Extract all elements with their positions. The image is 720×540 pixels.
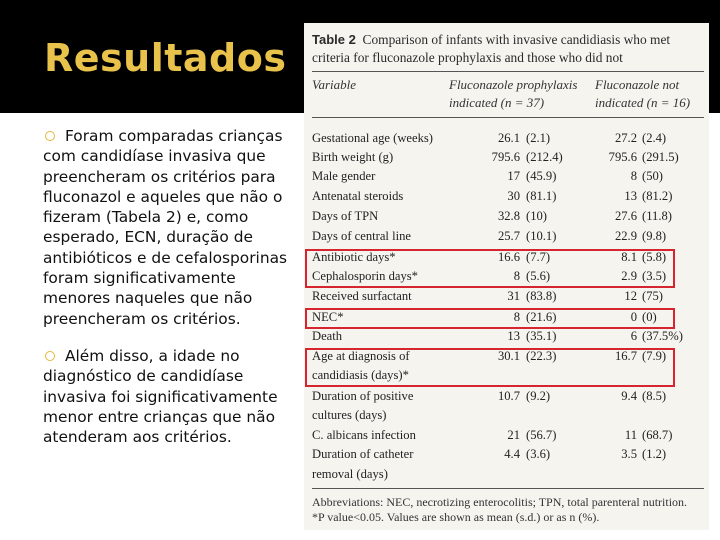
row-sd-b: (0): [642, 310, 657, 324]
row-sd-a: (56.7): [526, 428, 557, 442]
row-value-a: 16.6: [497, 250, 520, 264]
row-variable: Male gender: [312, 169, 376, 183]
table-row: [312, 169, 704, 189]
row-variable: Cephalosporin days*: [312, 269, 418, 283]
row-sd-b: (9.8): [642, 229, 667, 243]
row-sd-b: (50): [642, 169, 663, 183]
slide-title: Resultados: [44, 36, 287, 80]
row-sd-b: (1.2): [642, 447, 667, 461]
row-value-b: 8: [630, 169, 637, 183]
row-value-b: 0: [630, 310, 637, 324]
row-value-a: 31: [507, 289, 520, 303]
row-sd-a: (10.1): [526, 229, 557, 243]
row-sd-a: (9.2): [526, 389, 551, 403]
table-row: [312, 408, 704, 428]
row-sd-a: (83.8): [526, 289, 557, 303]
row-sd-b: (7.9): [642, 349, 667, 363]
table-image: [304, 23, 709, 530]
table-rule-bottom: [312, 488, 704, 489]
row-sd-b: (3.5): [642, 269, 667, 283]
body-text: [43, 126, 305, 447]
table-caption: [312, 31, 707, 67]
table-row: [312, 131, 704, 151]
paragraph-1-text: Foram comparadas crianças com candidíase invasiva que preencheram os critérios para fluconazol e aqueles que não o fizeram (Tabela 2) e, como esperado, ECN, duração de antibióticos e de cefalosporinas foram significativamente menores naqueles que não preencheram os critérios.: [43, 127, 288, 328]
row-sd-b: (11.8): [642, 209, 672, 223]
row-variable: Gestational age (weeks): [312, 131, 433, 145]
row-value-b: 22.9: [614, 229, 637, 243]
bullet-paragraph-1: [43, 126, 305, 329]
row-sd-a: (10): [526, 209, 547, 223]
row-variable: Days of central line: [312, 229, 411, 243]
row-sd-b: (8.5): [642, 389, 667, 403]
row-value-b: 16.7: [614, 349, 637, 363]
footnote-pvalue: *P value<0.05. Values are shown as mean (s.d.) or as n (%).: [312, 510, 600, 524]
row-value-a: 795.6: [491, 150, 520, 164]
bullet-icon: [45, 131, 55, 141]
row-value-a: 13: [507, 329, 520, 343]
table-rule-header: [312, 117, 704, 118]
row-sd-a: (2.1): [526, 131, 551, 145]
row-variable: Days of TPN: [312, 209, 379, 223]
table-footnotes: [312, 495, 707, 525]
row-value-a: 4.4: [504, 447, 520, 461]
row-value-b: 9.4: [621, 389, 637, 403]
column-header-b-line1: Fluconazole not: [595, 77, 680, 92]
row-sd-a: (7.7): [526, 250, 551, 264]
row-sd-b: (291.5): [642, 150, 679, 164]
row-sd-a: (3.6): [526, 447, 551, 461]
row-value-b: 2.9: [621, 269, 637, 283]
row-variable: Age at diagnosis of: [312, 349, 410, 363]
column-header-a-line2: indicated (n = 37): [449, 95, 545, 110]
row-value-a: 8: [513, 310, 520, 324]
table-row: [312, 209, 704, 229]
table-row: [312, 467, 704, 487]
table-row: [312, 229, 704, 249]
row-variable: Birth weight (g): [312, 150, 394, 164]
row-value-a: 26.1: [497, 131, 520, 145]
row-value-a: 17: [507, 169, 520, 183]
row-sd-b: (2.4): [642, 131, 667, 145]
row-value-b: 27.2: [614, 131, 637, 145]
row-variable: NEC*: [312, 310, 344, 324]
row-value-a: 30.1: [497, 349, 520, 363]
row-sd-b: (81.2): [642, 189, 673, 203]
row-variable: Received surfactant: [312, 289, 412, 303]
table-caption-text: Comparison of infants with invasive candidiasis who met criteria for fluconazole prophylaxis and those who did not: [312, 32, 671, 65]
row-value-b: 795.6: [608, 150, 637, 164]
row-sd-b: (75): [642, 289, 663, 303]
row-value-b: 11: [624, 428, 637, 442]
row-variable: Antenatal steroids: [312, 189, 404, 203]
row-sd-a: (5.6): [526, 269, 551, 283]
row-sd-b: (68.7): [642, 428, 673, 442]
row-value-b: 13: [624, 189, 637, 203]
row-sd-a: (45.9): [526, 169, 557, 183]
row-variable: cultures (days): [312, 408, 387, 422]
row-value-a: 32.8: [497, 209, 520, 223]
row-sd-a: (21.6): [526, 310, 557, 324]
row-variable: Duration of catheter: [312, 447, 414, 461]
row-value-b: 3.5: [621, 447, 637, 461]
row-variable: candidiasis (days)*: [312, 368, 409, 382]
row-value-a: 8: [513, 269, 520, 283]
row-value-a: 21: [507, 428, 520, 442]
row-sd-a: (22.3): [526, 349, 557, 363]
table-row: [312, 389, 704, 409]
row-variable: Antibiotic days*: [312, 250, 396, 264]
table-row: [312, 150, 704, 170]
row-variable: Duration of positive: [312, 389, 414, 403]
highlight-box-nec: [305, 308, 675, 329]
row-sd-b: (5.8): [642, 250, 667, 264]
bullet-icon: [45, 351, 55, 361]
table-row: [312, 289, 704, 309]
row-sd-a: (212.4): [526, 150, 563, 164]
table-row: [312, 428, 704, 448]
table-label: Table 2: [312, 32, 356, 47]
row-value-a: 25.7: [497, 229, 520, 243]
row-variable: removal (days): [312, 467, 388, 481]
row-value-b: 12: [624, 289, 637, 303]
row-sd-a: (35.1): [526, 329, 557, 343]
highlight-box-age-at-diagnosis: [305, 348, 675, 387]
paragraph-2-text: Além disso, a idade no diagnóstico de candidíase invasiva foi significativamente menor entre crianças que não atenderam aos critérios.: [43, 346, 278, 447]
row-value-a: 10.7: [497, 389, 520, 403]
table-row: [312, 329, 704, 349]
row-value-b: 27.6: [614, 209, 637, 223]
row-sd-a: (81.1): [526, 189, 557, 203]
footnote-abbreviations: Abbreviations: NEC, necrotizing enterocolitis; TPN, total parenteral nutrition.: [312, 495, 688, 509]
table-row: [312, 189, 704, 209]
row-variable: Death: [312, 329, 343, 343]
row-value-b: 8.1: [621, 250, 637, 264]
bullet-paragraph-2: [43, 346, 305, 447]
row-variable: C. albicans infection: [312, 428, 416, 442]
column-header-b-line2: indicated (n = 16): [595, 95, 691, 110]
row-value-b: 6: [630, 329, 637, 343]
highlight-box-antibiotic-cephalosporin: [305, 249, 675, 288]
table-row: [312, 447, 704, 467]
column-header-a-line1: Fluconazole prophylaxis: [449, 77, 578, 92]
table-rule-top: [312, 71, 704, 72]
row-sd-b: (37.5%): [642, 329, 683, 343]
row-value-a: 30: [507, 189, 520, 203]
column-header-variable: Variable: [312, 77, 357, 92]
